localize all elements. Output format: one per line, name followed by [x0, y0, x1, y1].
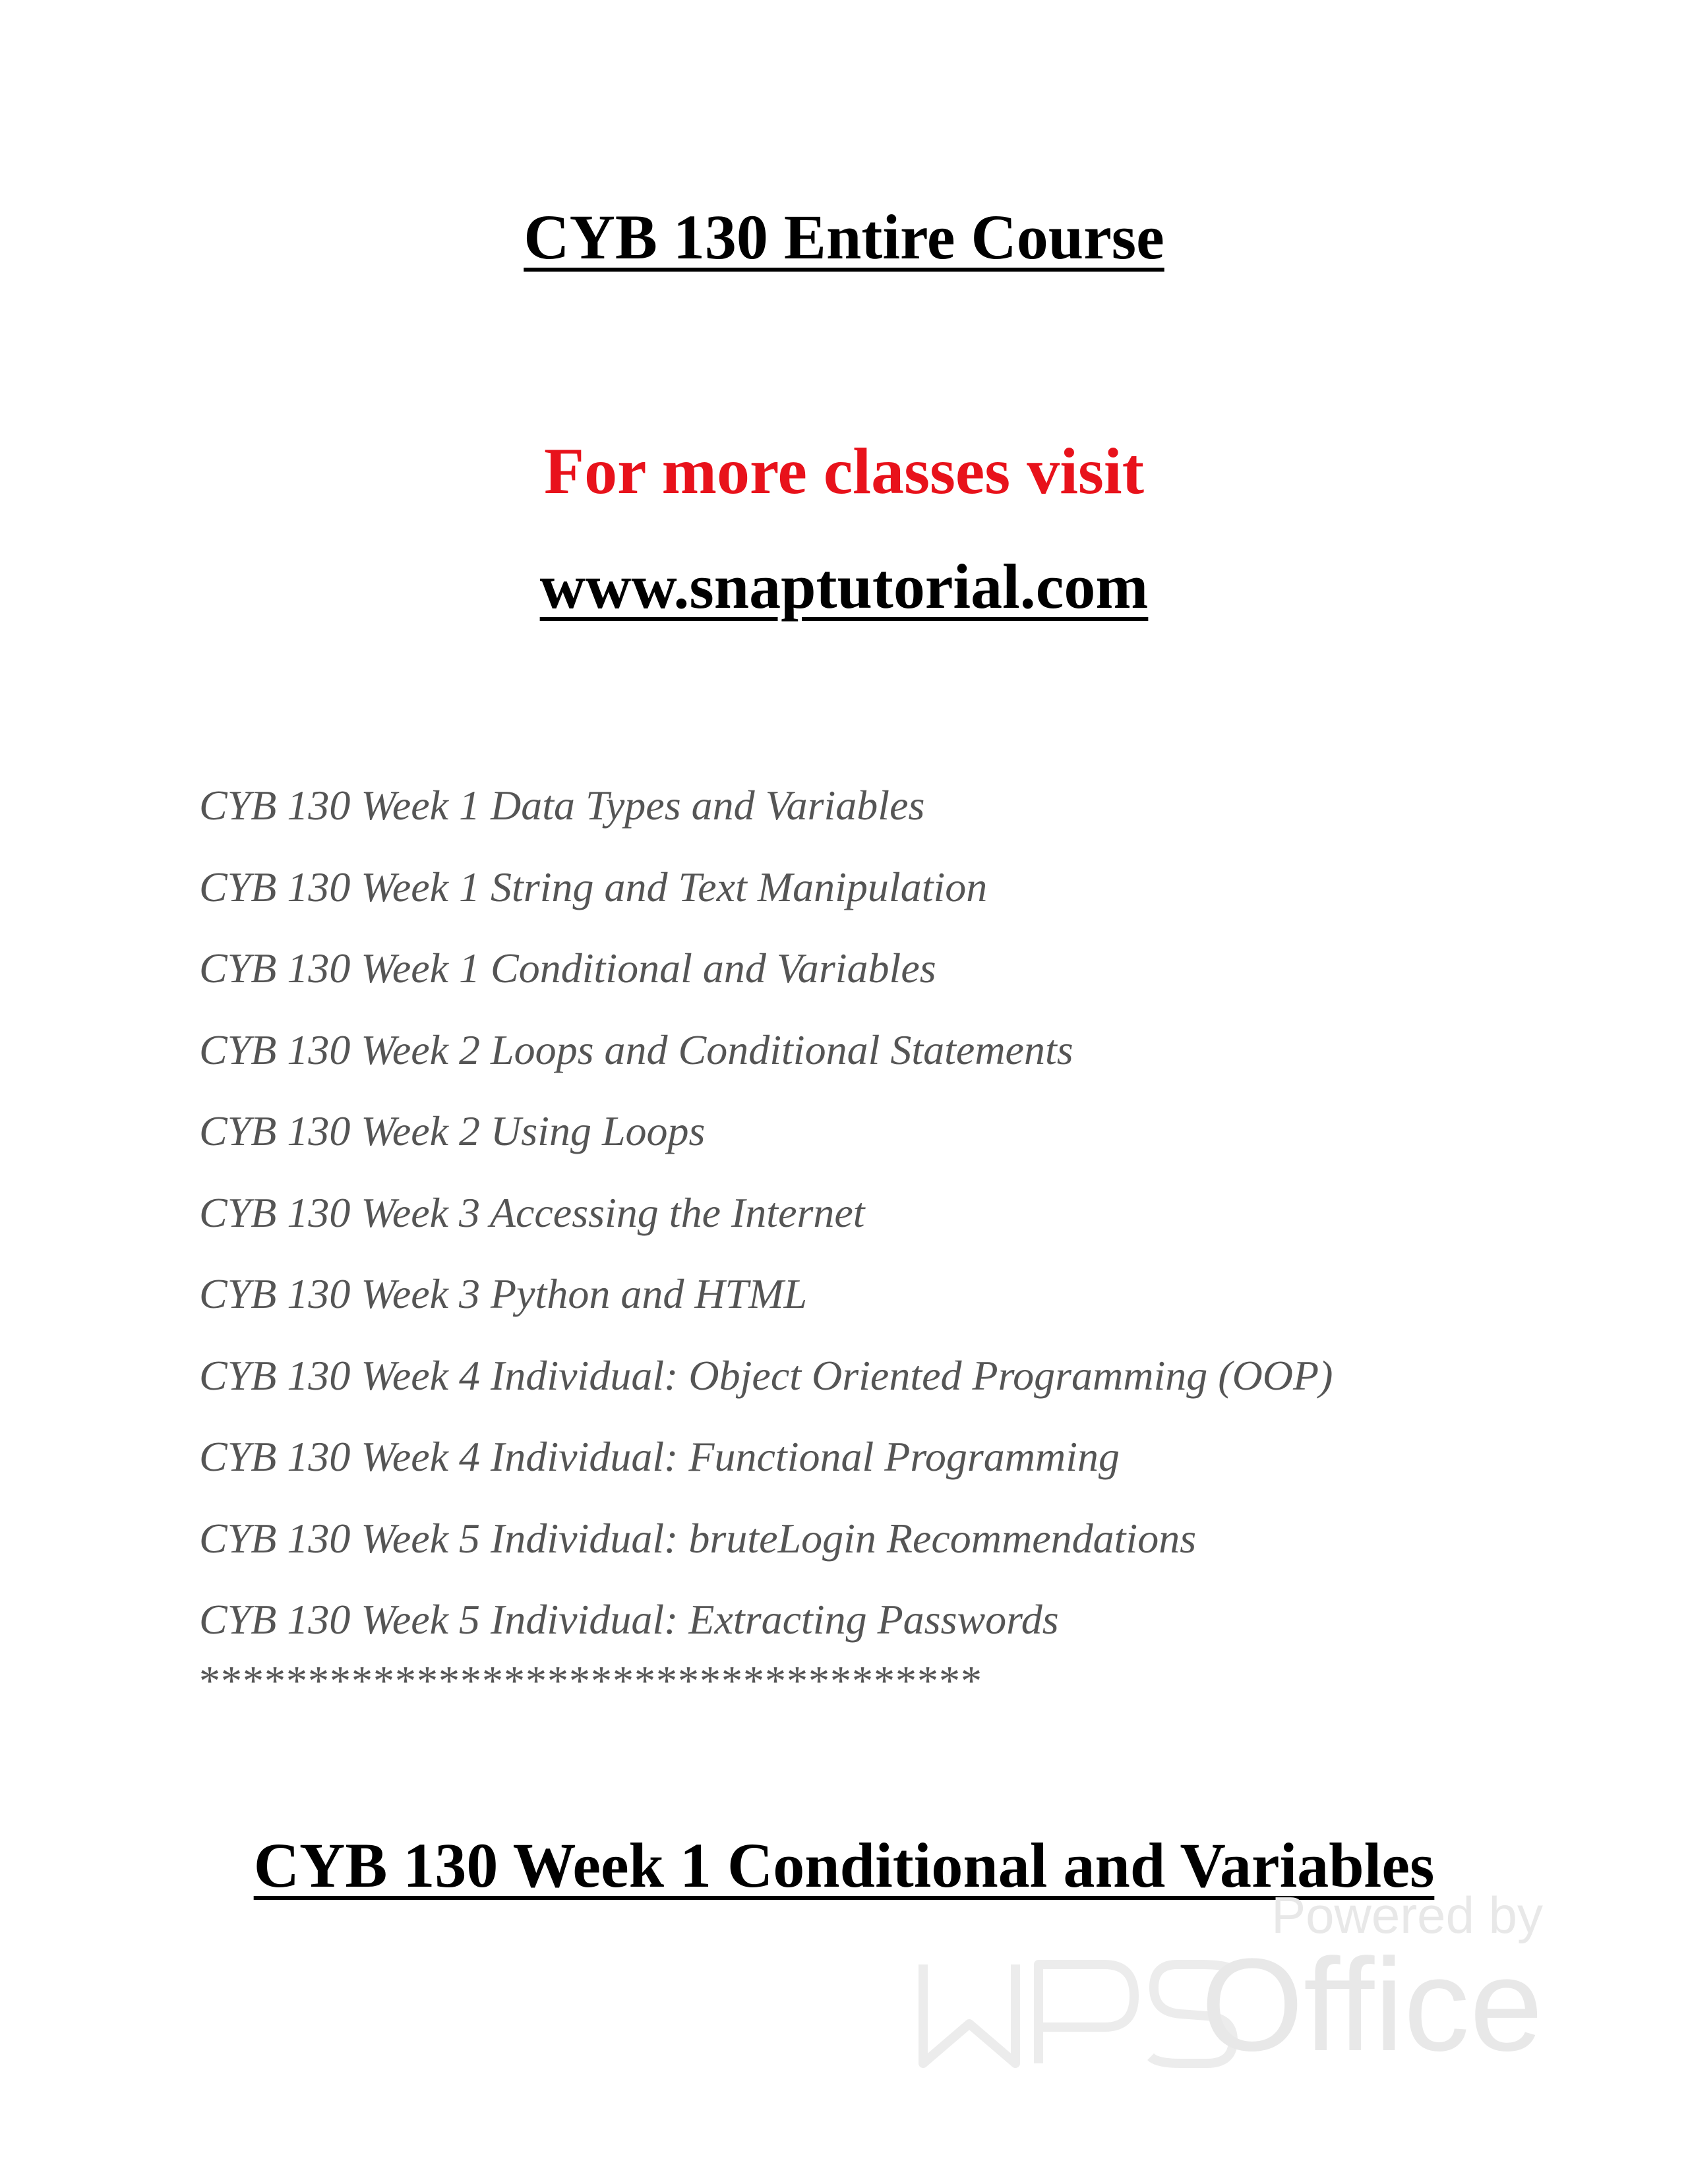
course-item: CYB 130 Week 3 Python and HTML [199, 1270, 808, 1317]
course-item: CYB 130 Week 1 String and Text Manipulation [199, 863, 988, 910]
course-item: CYB 130 Week 4 Individual: Object Oriented Programming (OOP) [199, 1351, 1333, 1399]
course-item: CYB 130 Week 1 Conditional and Variables [199, 945, 936, 991]
powered-by-label: Powered by [1271, 1886, 1543, 1944]
course-item: CYB 130 Week 3 Accessing the Internet [199, 1189, 865, 1236]
course-title: CYB 130 Entire Course [524, 202, 1164, 272]
promo-text: For more classes visit [543, 434, 1144, 508]
site-link[interactable]: www.snaptutorial.com [539, 551, 1149, 622]
course-item: CYB 130 Week 5 Individual: Extracting Passwords [199, 1596, 1059, 1643]
course-list [199, 765, 1333, 1661]
wps-office-watermark [917, 1885, 1543, 2079]
office-wordmark: Office [1201, 1932, 1543, 2079]
section-title: CYB 130 Week 1 Conditional and Variables [253, 1830, 1435, 1901]
course-item: CYB 130 Week 5 Individual: bruteLogin Recommendations [199, 1514, 1197, 1562]
separator-stars: ************************************ [199, 1657, 982, 1704]
course-item: CYB 130 Week 2 Using Loops [199, 1107, 706, 1154]
course-item: CYB 130 Week 1 Data Types and Variables [199, 782, 925, 829]
course-item: CYB 130 Week 4 Individual: Functional Programming [199, 1433, 1120, 1480]
course-item: CYB 130 Week 2 Loops and Conditional Statements [199, 1026, 1073, 1073]
